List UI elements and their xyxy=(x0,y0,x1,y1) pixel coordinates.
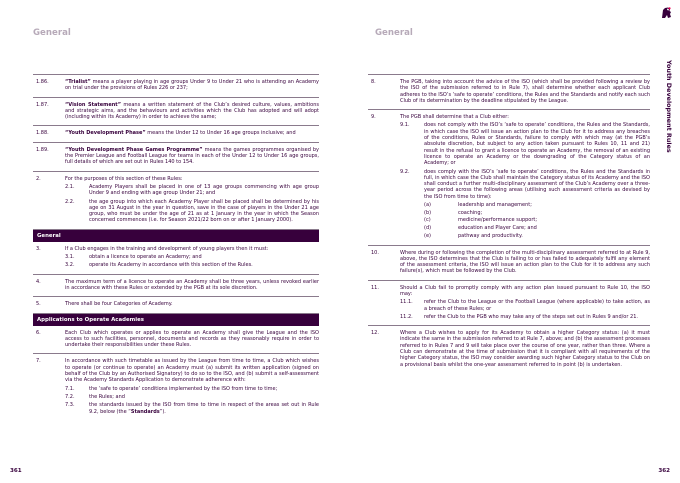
rule-number: 11. xyxy=(371,284,379,291)
definition-row xyxy=(33,143,319,172)
rule-text: The PGB, taking into account the advice of the ISO (which shall be provided following a review by the ISO of the submission referred to in Rule 7), shall determine whether each applicant Club adheres to the ISO’s ‘safe to operate’ conditions, the Rules and the Standards and notify each such Club of its determination by the deadline stipulated by the League. xyxy=(400,79,650,104)
rule-number: 10. xyxy=(371,249,379,256)
rule-text: The PGB shall determine that a Club either: 9.1. does not comply with the ISO’s ‘safe to operate’ conditions, the Rules and the Standards, in which case the ISO will issue an action plan to the Club for it to address any breaches of the conditions, Rules or Standards, failure to comply with which may (at the PGB’s absolute discretion, but subject to any action taken pursuant to Rules 10, 11 and 21) result in the refusal to grant a licence to operate an Academy, the removal of an existing licence to operate an Academy or the downgrading of the Category status of an Academy; or 9.2. does comply with the ISO’s ‘safe to operate’ conditions, the Rules and the Standards in full, in which case the Club shall maintain the Category status of its Academy and the ISO shall conduct a further multi-disciplinary assessment of the Club’s Academy over a three-year period across the following areas (utilising such assessment criteria as devised by the ISO from time to time): (a) leadership and management; (b) coaching; (c) medicine/performance support; (d) education and Player Care; and (e) pathway and productivity. xyxy=(400,114,650,240)
definition-row xyxy=(33,98,319,127)
rule-number: 1.89. xyxy=(36,146,49,153)
rule-number: 7. xyxy=(36,358,41,365)
rule-text: Where a Club wishes to apply for its Academy to obtain a higher Category status: (a) it must indicate the same in the submission referred to at Rule 7, above; and (b) the assessment processes referred to in Rules 7 and 9 will take place over the course of one year, rather than three. Where a Club can demonstrate at the time of submission that it is compliant with all requirements of the higher Category status, the ISO may consider awarding such higher Category status to the Club on a provisional basis whilst the one-year assessment referred to in point (b) is undertaken. xyxy=(400,330,650,368)
right-section-heading: General xyxy=(375,28,413,38)
rule-number: 1.88. xyxy=(36,130,49,137)
rule-row xyxy=(33,242,319,275)
rule-row xyxy=(368,281,650,326)
rule-number: 5. xyxy=(36,301,41,308)
side-title: Youth Development Rules xyxy=(665,60,673,153)
rule-text: If a Club engages in the training and development of young players then it must: 3.1. obtain a licence to operate an Academy; and 3.2. operate its Academy in accordance with this section of the Rules. xyxy=(65,245,269,269)
rule-row xyxy=(33,172,319,230)
rule-text: Where during or following the completion of the multi-disciplinary assessment referred to at Rule 9, above, the ISO determines that the Club is failing to or has failed to adequately fulfil any element of the assessment criteria, the ISO will issue an action plan to the Club for it to address any such failure(s), which must be followed by the Club. xyxy=(400,249,650,275)
right-page xyxy=(340,0,680,483)
applications-bar: Applications to Operate Academies xyxy=(33,314,319,326)
premier-league-lion-logo xyxy=(659,6,673,20)
definition-row xyxy=(33,126,319,142)
general-bar: General xyxy=(33,230,319,242)
rule-row xyxy=(368,74,650,110)
rule-text: For the purposes of this section of these Rules: 2.1. Academy Players shall be placed in one of 13 age groups commencing with age group Under 9 and ending with age group Under 21; and 2.2. the age group into which each Academy Player shall be placed shall be determined by his age on 31 August in the year in question, save in the case of players in the Under 21 age group, who must be under the age of 21 as at 1 January in the year in which the Season concerned commences (i.e. for Season 2021/22 born on or after 1 January 2000). xyxy=(65,175,319,224)
rule-number: 9. xyxy=(371,114,376,121)
rule-text: There shall be four Categories of Academy. xyxy=(65,301,173,308)
rule-text: “Youth Development Phase Games Programme” means the games programmes organised by the Premier League and Football League for teams in each of the Under 12 to Under 16 age groups, full details of which are set out in Rules 140 to 154. xyxy=(65,146,319,166)
rule-text: “Vision Statement” means a written statement of the Club’s desired culture, values, ambitions and strategic aims, and the behaviours and activities which the Club has adopted and will adopt (including within its Academy) in order to achieve the same; xyxy=(65,101,319,121)
left-section-heading: General xyxy=(33,28,71,38)
rule-text: “Youth Development Phase” means the Under 12 to Under 16 age groups inclusive; and xyxy=(65,130,296,137)
rule-number: 6. xyxy=(36,329,41,336)
definition-row xyxy=(33,74,319,98)
left-page-number: 361 xyxy=(10,468,22,474)
rule-number: 2. xyxy=(36,175,41,182)
rule-text: “Trialist” means a player playing in age groups Under 9 to Under 21 who is attending an Academy on trial under the provisions of Rules 226 or 237; xyxy=(65,79,319,92)
rule-text: The maximum term of a licence to operate an Academy shall be three years, unless revoked earlier in accordance with these Rules or extended by the PGB at its sole discretion. xyxy=(65,278,319,291)
rule-row xyxy=(33,297,319,313)
right-page-number: 362 xyxy=(658,468,670,474)
rule-text: Should a Club fail to promptly comply with any action plan issued pursuant to Rule 10, the ISO may: 11.1. refer the Club to the League or the Football League (where applicable) to take action, as a breach of these Rules; or 11.2. refer the Club to the PGB who may take any of the steps set out in Rules 9 and/or 21. xyxy=(400,284,650,320)
rule-row xyxy=(368,326,650,373)
rule-text: In accordance with such timetable as issued by the League from time to time, a Club which wishes to operate (or continue to operate) an Academy must (a) submit its written application (signed on behalf of the Club by an Authorised Signatory) to do so to the ISO, and (b) submit a self-assessment via the Academy Standards Application to demonstrate adherence with: 7.1. the ‘safe to operate’ conditions implemented by the ISO from time to time; 7.2. the Rules; and 7.3. the standards issued by the ISO from time to time in respect of the areas set out in Rule 9.2, below (the “Standards”). xyxy=(65,358,319,415)
rule-number: 4. xyxy=(36,278,41,285)
rule-row xyxy=(33,354,319,419)
rule-row xyxy=(368,246,650,281)
rule-number: 3. xyxy=(36,245,41,252)
rule-number: 8. xyxy=(371,79,376,85)
rule-row xyxy=(33,275,319,298)
rule-number: 1.86. xyxy=(36,79,49,85)
rule-text: Each Club which operates or applies to operate an Academy shall give the League and the ISO access to such facilities, personnel, documents and records as they reasonably require in order to undertake their responsibilities under these Rules. xyxy=(65,329,319,349)
rule-row xyxy=(33,326,319,355)
left-rules xyxy=(33,74,319,420)
rule-number: 1.87. xyxy=(36,101,49,108)
right-rules xyxy=(368,74,650,373)
rule-row xyxy=(368,110,650,245)
rule-number: 12. xyxy=(371,330,379,337)
